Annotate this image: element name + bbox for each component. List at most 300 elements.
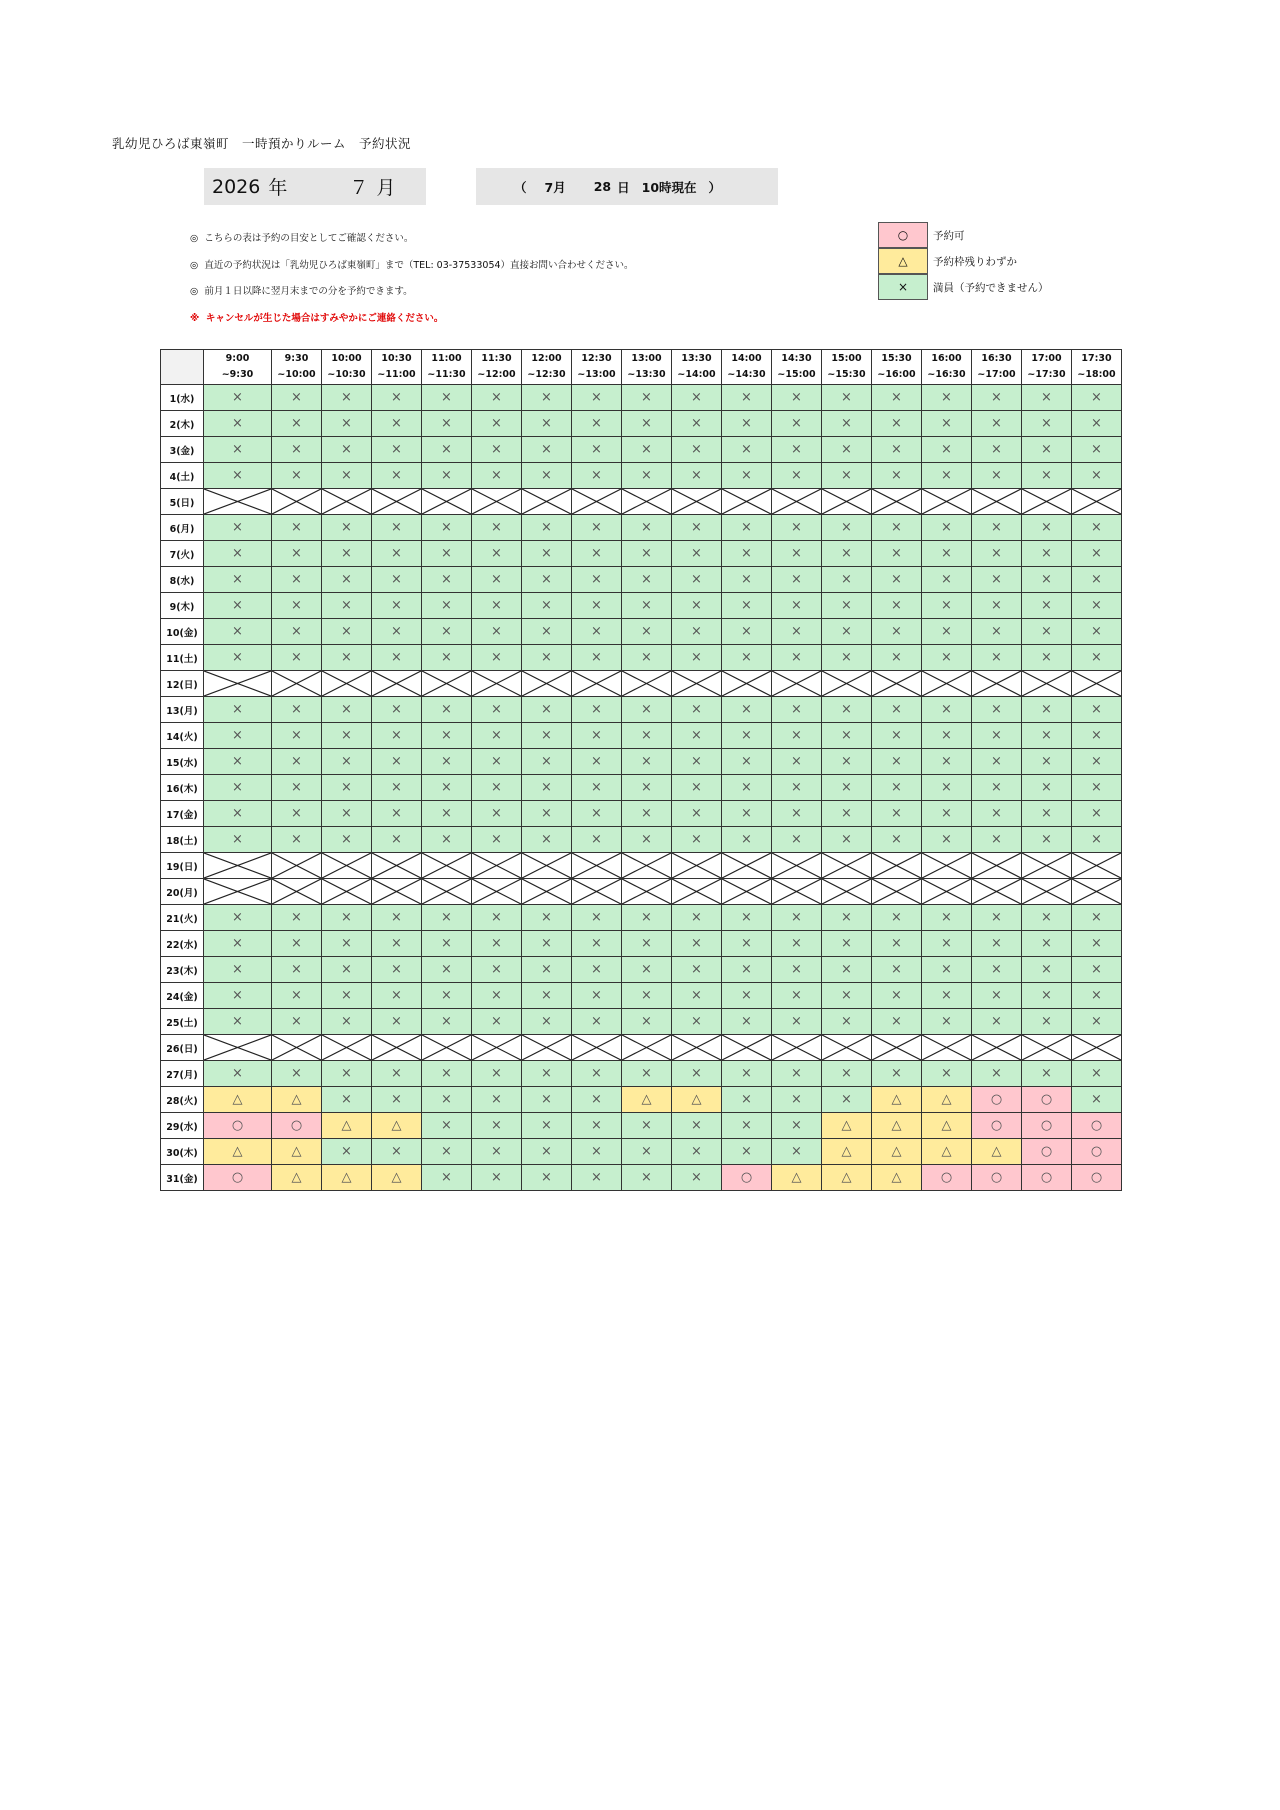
time-slot-start: 17:00 bbox=[1031, 353, 1062, 364]
closed-cross-icon bbox=[972, 1035, 1021, 1060]
status-full-cell: × bbox=[972, 463, 1022, 489]
status-full-cell: × bbox=[372, 1061, 422, 1087]
status-full-cell: × bbox=[272, 905, 322, 931]
closed-cell bbox=[1022, 489, 1072, 515]
closed-cell bbox=[372, 489, 422, 515]
time-slot-header bbox=[322, 350, 372, 385]
status-full-cell: × bbox=[322, 775, 372, 801]
status-full-cell: × bbox=[772, 723, 822, 749]
status-full-cell: × bbox=[204, 437, 272, 463]
closed-cell bbox=[772, 671, 822, 697]
status-full-cell: × bbox=[622, 697, 672, 723]
status-full-cell: × bbox=[472, 957, 522, 983]
status-full-cell: × bbox=[204, 385, 272, 411]
day-label: 18(土) bbox=[161, 827, 204, 853]
table-row bbox=[161, 827, 1122, 853]
reservation-table bbox=[160, 349, 1122, 1191]
status-full-cell: × bbox=[204, 983, 272, 1009]
status-full-cell: × bbox=[622, 541, 672, 567]
status-full-cell: × bbox=[322, 567, 372, 593]
status-full-cell: × bbox=[972, 437, 1022, 463]
status-full-cell: × bbox=[722, 437, 772, 463]
status-full-cell: × bbox=[572, 931, 622, 957]
day-label: 24(金) bbox=[161, 983, 204, 1009]
day-label: 23(木) bbox=[161, 957, 204, 983]
status-full-cell: × bbox=[372, 775, 422, 801]
closed-cross-icon bbox=[722, 879, 771, 904]
time-slot-start: 12:00 bbox=[531, 353, 562, 364]
closed-cross-icon bbox=[1022, 879, 1071, 904]
status-full-cell: × bbox=[772, 1009, 822, 1035]
closed-cross-icon bbox=[572, 853, 621, 878]
status-full-cell: × bbox=[772, 1061, 822, 1087]
status-full-cell: × bbox=[372, 1087, 422, 1113]
closed-cell bbox=[204, 1035, 272, 1061]
status-full-cell: × bbox=[622, 1139, 672, 1165]
status-full-cell: × bbox=[272, 801, 322, 827]
time-slot-header bbox=[822, 350, 872, 385]
closed-cell bbox=[204, 853, 272, 879]
status-full-cell: × bbox=[922, 1009, 972, 1035]
status-full-cell: × bbox=[322, 593, 372, 619]
legend-swatch-available: ○ bbox=[878, 222, 928, 248]
day-label: 30(木) bbox=[161, 1139, 204, 1165]
status-full-cell: × bbox=[522, 905, 572, 931]
closed-cell bbox=[972, 1035, 1022, 1061]
status-full-cell: × bbox=[322, 801, 372, 827]
closed-cross-icon bbox=[772, 489, 821, 514]
year-month-box bbox=[204, 168, 426, 205]
status-full-cell: × bbox=[822, 593, 872, 619]
status-full-cell: × bbox=[972, 1009, 1022, 1035]
status-full-cell: × bbox=[922, 957, 972, 983]
status-full-cell: × bbox=[1072, 1009, 1122, 1035]
status-full-cell: × bbox=[204, 567, 272, 593]
status-full-cell: × bbox=[972, 827, 1022, 853]
day-label: 10(金) bbox=[161, 619, 204, 645]
day-label: 6(月) bbox=[161, 515, 204, 541]
status-full-cell: × bbox=[472, 515, 522, 541]
day-label: 2(木) bbox=[161, 411, 204, 437]
closed-cross-icon bbox=[1072, 853, 1121, 878]
status-full-cell: × bbox=[422, 749, 472, 775]
status-full-cell: × bbox=[672, 645, 722, 671]
as-of-open-paren: （ bbox=[514, 179, 527, 195]
day-label: 17(金) bbox=[161, 801, 204, 827]
closed-cross-icon bbox=[672, 853, 721, 878]
status-full-cell: × bbox=[922, 905, 972, 931]
time-slot-start: 11:00 bbox=[431, 353, 462, 364]
status-full-cell: × bbox=[372, 801, 422, 827]
table-row bbox=[161, 749, 1122, 775]
status-full-cell: × bbox=[1072, 515, 1122, 541]
closed-cell bbox=[872, 671, 922, 697]
status-full-cell: × bbox=[522, 463, 572, 489]
as-of-box bbox=[476, 168, 778, 205]
status-full-cell: × bbox=[772, 983, 822, 1009]
closed-cross-icon bbox=[322, 489, 371, 514]
status-full-cell: × bbox=[822, 645, 872, 671]
time-slot-header bbox=[872, 350, 922, 385]
closed-cell bbox=[572, 1035, 622, 1061]
status-full-cell: × bbox=[422, 541, 472, 567]
status-full-cell: × bbox=[1022, 385, 1072, 411]
time-slot-start: 14:30 bbox=[781, 353, 812, 364]
status-full-cell: × bbox=[772, 385, 822, 411]
closed-cell bbox=[422, 853, 472, 879]
status-full-cell: × bbox=[272, 541, 322, 567]
status-full-cell: × bbox=[722, 619, 772, 645]
closed-cell bbox=[522, 879, 572, 905]
closed-cell bbox=[572, 853, 622, 879]
time-slot-header bbox=[204, 350, 272, 385]
status-full-cell: × bbox=[672, 619, 722, 645]
status-full-cell: × bbox=[1022, 463, 1072, 489]
status-few-left-cell: △ bbox=[622, 1087, 672, 1113]
status-full-cell: × bbox=[972, 983, 1022, 1009]
closed-cell bbox=[372, 879, 422, 905]
status-full-cell: × bbox=[272, 593, 322, 619]
closed-cross-icon bbox=[472, 1035, 521, 1060]
status-full-cell: × bbox=[372, 385, 422, 411]
day-label: 16(木) bbox=[161, 775, 204, 801]
status-full-cell: × bbox=[572, 463, 622, 489]
status-full-cell: × bbox=[772, 567, 822, 593]
status-full-cell: × bbox=[422, 801, 472, 827]
status-full-cell: × bbox=[1072, 385, 1122, 411]
closed-cell bbox=[522, 1035, 572, 1061]
closed-cell bbox=[472, 853, 522, 879]
status-full-cell: × bbox=[322, 1009, 372, 1035]
day-label: 7(火) bbox=[161, 541, 204, 567]
closed-cross-icon bbox=[522, 879, 571, 904]
status-full-cell: × bbox=[872, 593, 922, 619]
closed-cell bbox=[822, 879, 872, 905]
status-full-cell: × bbox=[922, 463, 972, 489]
status-full-cell: × bbox=[572, 775, 622, 801]
status-full-cell: × bbox=[422, 411, 472, 437]
status-few-left-cell: △ bbox=[822, 1139, 872, 1165]
closed-cross-icon bbox=[522, 489, 571, 514]
day-label: 27(月) bbox=[161, 1061, 204, 1087]
status-full-cell: × bbox=[422, 723, 472, 749]
status-full-cell: × bbox=[372, 515, 422, 541]
time-slot-end: ~14:30 bbox=[727, 369, 766, 380]
closed-cell bbox=[272, 1035, 322, 1061]
status-full-cell: × bbox=[322, 437, 372, 463]
status-full-cell: × bbox=[972, 1061, 1022, 1087]
time-slot-header bbox=[372, 350, 422, 385]
status-full-cell: × bbox=[572, 645, 622, 671]
status-full-cell: × bbox=[372, 593, 422, 619]
status-full-cell: × bbox=[272, 437, 322, 463]
status-full-cell: × bbox=[472, 437, 522, 463]
status-full-cell: × bbox=[204, 1009, 272, 1035]
status-full-cell: × bbox=[772, 1113, 822, 1139]
status-full-cell: × bbox=[572, 1113, 622, 1139]
status-available-cell: ○ bbox=[204, 1113, 272, 1139]
status-full-cell: × bbox=[822, 619, 872, 645]
closed-cell bbox=[422, 879, 472, 905]
status-few-left-cell: △ bbox=[922, 1113, 972, 1139]
closed-cross-icon bbox=[922, 671, 971, 696]
status-full-cell: × bbox=[722, 775, 772, 801]
time-slot-end: ~16:30 bbox=[927, 369, 966, 380]
status-full-cell: × bbox=[572, 801, 622, 827]
as-of-day-label: 日 bbox=[617, 179, 630, 195]
status-full-cell: × bbox=[972, 723, 1022, 749]
status-full-cell: × bbox=[722, 957, 772, 983]
status-few-left-cell: △ bbox=[372, 1113, 422, 1139]
status-full-cell: × bbox=[772, 645, 822, 671]
status-full-cell: × bbox=[572, 515, 622, 541]
status-full-cell: × bbox=[372, 1139, 422, 1165]
status-few-left-cell: △ bbox=[872, 1087, 922, 1113]
status-full-cell: × bbox=[1072, 541, 1122, 567]
closed-cell bbox=[672, 671, 722, 697]
closed-cell bbox=[272, 879, 322, 905]
closed-cross-icon bbox=[722, 489, 771, 514]
status-full-cell: × bbox=[1022, 983, 1072, 1009]
status-full-cell: × bbox=[772, 1087, 822, 1113]
status-full-cell: × bbox=[522, 1139, 572, 1165]
closed-cross-icon bbox=[572, 671, 621, 696]
closed-cell bbox=[722, 1035, 772, 1061]
closed-cross-icon bbox=[822, 879, 871, 904]
time-slot-start: 9:00 bbox=[225, 353, 250, 364]
closed-cell bbox=[1072, 853, 1122, 879]
status-full-cell: × bbox=[472, 1087, 522, 1113]
table-row bbox=[161, 1061, 1122, 1087]
status-full-cell: × bbox=[872, 541, 922, 567]
table-row bbox=[161, 1087, 1122, 1113]
closed-cell bbox=[922, 1035, 972, 1061]
day-label: 31(金) bbox=[161, 1165, 204, 1191]
status-full-cell: × bbox=[272, 1009, 322, 1035]
status-full-cell: × bbox=[622, 983, 672, 1009]
status-full-cell: × bbox=[872, 515, 922, 541]
status-full-cell: × bbox=[622, 775, 672, 801]
closed-cell bbox=[272, 853, 322, 879]
table-row bbox=[161, 671, 1122, 697]
legend-item-available bbox=[878, 222, 1049, 248]
status-full-cell: × bbox=[822, 1087, 872, 1113]
table-row bbox=[161, 983, 1122, 1009]
status-available-cell: ○ bbox=[1072, 1113, 1122, 1139]
status-full-cell: × bbox=[622, 1165, 672, 1191]
status-full-cell: × bbox=[772, 1139, 822, 1165]
closed-cross-icon bbox=[972, 489, 1021, 514]
closed-cross-icon bbox=[672, 1035, 721, 1060]
closed-cross-icon bbox=[972, 671, 1021, 696]
status-full-cell: × bbox=[204, 905, 272, 931]
status-full-cell: × bbox=[772, 697, 822, 723]
closed-cell bbox=[322, 671, 372, 697]
closed-cross-icon bbox=[1022, 1035, 1071, 1060]
status-full-cell: × bbox=[522, 1009, 572, 1035]
status-full-cell: × bbox=[972, 593, 1022, 619]
closed-cell bbox=[622, 1035, 672, 1061]
month-value: ７ bbox=[349, 177, 369, 199]
status-full-cell: × bbox=[772, 749, 822, 775]
status-full-cell: × bbox=[1022, 801, 1072, 827]
status-full-cell: × bbox=[204, 645, 272, 671]
closed-cross-icon bbox=[572, 489, 621, 514]
status-full-cell: × bbox=[972, 801, 1022, 827]
closed-cross-icon bbox=[922, 853, 971, 878]
status-full-cell: × bbox=[1072, 905, 1122, 931]
status-full-cell: × bbox=[522, 697, 572, 723]
closed-cell bbox=[1022, 879, 1072, 905]
closed-cross-icon bbox=[1072, 671, 1121, 696]
closed-cross-icon bbox=[772, 853, 821, 878]
closed-cell bbox=[672, 853, 722, 879]
legend-label: 予約可 bbox=[933, 229, 965, 242]
closed-cell bbox=[872, 489, 922, 515]
status-full-cell: × bbox=[822, 515, 872, 541]
status-full-cell: × bbox=[922, 619, 972, 645]
closed-cell bbox=[872, 853, 922, 879]
status-full-cell: × bbox=[472, 1009, 522, 1035]
status-few-left-cell: △ bbox=[872, 1165, 922, 1191]
status-full-cell: × bbox=[822, 1061, 872, 1087]
status-full-cell: × bbox=[472, 1165, 522, 1191]
status-full-cell: × bbox=[722, 1061, 772, 1087]
closed-cross-icon bbox=[272, 671, 321, 696]
status-full-cell: × bbox=[722, 697, 772, 723]
status-full-cell: × bbox=[1072, 827, 1122, 853]
status-full-cell: × bbox=[204, 723, 272, 749]
status-full-cell: × bbox=[272, 697, 322, 723]
status-full-cell: × bbox=[722, 749, 772, 775]
status-full-cell: × bbox=[922, 697, 972, 723]
status-full-cell: × bbox=[372, 749, 422, 775]
status-full-cell: × bbox=[572, 983, 622, 1009]
status-full-cell: × bbox=[872, 463, 922, 489]
status-full-cell: × bbox=[472, 541, 522, 567]
status-full-cell: × bbox=[922, 1061, 972, 1087]
table-row bbox=[161, 567, 1122, 593]
time-slot-start: 11:30 bbox=[481, 353, 512, 364]
closed-cell bbox=[322, 489, 372, 515]
status-available-cell: ○ bbox=[1022, 1113, 1072, 1139]
closed-cell bbox=[322, 1035, 372, 1061]
status-full-cell: × bbox=[822, 983, 872, 1009]
status-full-cell: × bbox=[872, 749, 922, 775]
closed-cell bbox=[822, 489, 872, 515]
status-full-cell: × bbox=[722, 905, 772, 931]
status-full-cell: × bbox=[922, 593, 972, 619]
table-header-row bbox=[161, 350, 1122, 385]
status-full-cell: × bbox=[572, 723, 622, 749]
closed-cross-icon bbox=[672, 879, 721, 904]
status-full-cell: × bbox=[522, 515, 572, 541]
status-full-cell: × bbox=[472, 567, 522, 593]
status-full-cell: × bbox=[572, 593, 622, 619]
status-full-cell: × bbox=[722, 1009, 772, 1035]
closed-cross-icon bbox=[422, 1035, 471, 1060]
status-full-cell: × bbox=[322, 463, 372, 489]
status-full-cell: × bbox=[772, 619, 822, 645]
status-full-cell: × bbox=[722, 1139, 772, 1165]
status-full-cell: × bbox=[622, 957, 672, 983]
status-full-cell: × bbox=[672, 593, 722, 619]
day-label: 5(日) bbox=[161, 489, 204, 515]
closed-cell bbox=[922, 489, 972, 515]
status-available-cell: ○ bbox=[272, 1113, 322, 1139]
table-corner-cell bbox=[161, 350, 204, 385]
table-row bbox=[161, 801, 1122, 827]
status-full-cell: × bbox=[422, 775, 472, 801]
status-full-cell: × bbox=[204, 1061, 272, 1087]
time-slot-end: ~18:00 bbox=[1077, 369, 1116, 380]
status-full-cell: × bbox=[572, 567, 622, 593]
status-full-cell: × bbox=[472, 1113, 522, 1139]
closed-cell bbox=[372, 1035, 422, 1061]
closed-cross-icon bbox=[822, 853, 871, 878]
status-full-cell: × bbox=[622, 1113, 672, 1139]
status-full-cell: × bbox=[472, 801, 522, 827]
status-full-cell: × bbox=[522, 931, 572, 957]
legend-swatch-full: × bbox=[878, 274, 928, 300]
status-full-cell: × bbox=[372, 983, 422, 1009]
note-text: 直近の予約状況は「乳幼児ひろば東嶺町」まで（TEL: 03-37533054）直接お問い合わせください。 bbox=[204, 259, 634, 271]
status-full-cell: × bbox=[204, 411, 272, 437]
status-full-cell: × bbox=[722, 385, 772, 411]
time-slot-header bbox=[622, 350, 672, 385]
time-slot-end: ~15:30 bbox=[827, 369, 866, 380]
status-full-cell: × bbox=[922, 645, 972, 671]
status-full-cell: × bbox=[822, 827, 872, 853]
closed-cross-icon bbox=[522, 853, 571, 878]
closed-cross-icon bbox=[1072, 1035, 1121, 1060]
status-full-cell: × bbox=[672, 463, 722, 489]
status-full-cell: × bbox=[672, 437, 722, 463]
status-full-cell: × bbox=[872, 801, 922, 827]
status-full-cell: × bbox=[522, 1165, 572, 1191]
status-full-cell: × bbox=[922, 931, 972, 957]
status-available-cell: ○ bbox=[972, 1165, 1022, 1191]
status-full-cell: × bbox=[204, 775, 272, 801]
status-full-cell: × bbox=[572, 411, 622, 437]
closed-cell bbox=[1072, 879, 1122, 905]
status-full-cell: × bbox=[472, 983, 522, 1009]
status-full-cell: × bbox=[372, 723, 422, 749]
closed-cross-icon bbox=[772, 1035, 821, 1060]
closed-cross-icon bbox=[872, 1035, 921, 1060]
status-full-cell: × bbox=[422, 437, 472, 463]
closed-cross-icon bbox=[272, 853, 321, 878]
status-full-cell: × bbox=[622, 723, 672, 749]
status-few-left-cell: △ bbox=[322, 1165, 372, 1191]
status-full-cell: × bbox=[722, 931, 772, 957]
notes-list bbox=[190, 226, 634, 332]
status-full-cell: × bbox=[422, 827, 472, 853]
status-full-cell: × bbox=[1022, 593, 1072, 619]
status-full-cell: × bbox=[522, 437, 572, 463]
closed-cross-icon bbox=[204, 853, 271, 878]
closed-cross-icon bbox=[572, 1035, 621, 1060]
time-slot-start: 14:00 bbox=[731, 353, 762, 364]
status-full-cell: × bbox=[522, 749, 572, 775]
closed-cell bbox=[522, 489, 572, 515]
closed-cell bbox=[204, 489, 272, 515]
status-full-cell: × bbox=[472, 619, 522, 645]
note-1 bbox=[190, 226, 634, 253]
legend-label: 満員（予約できません） bbox=[933, 281, 1049, 294]
status-full-cell: × bbox=[322, 619, 372, 645]
status-full-cell: × bbox=[322, 749, 372, 775]
